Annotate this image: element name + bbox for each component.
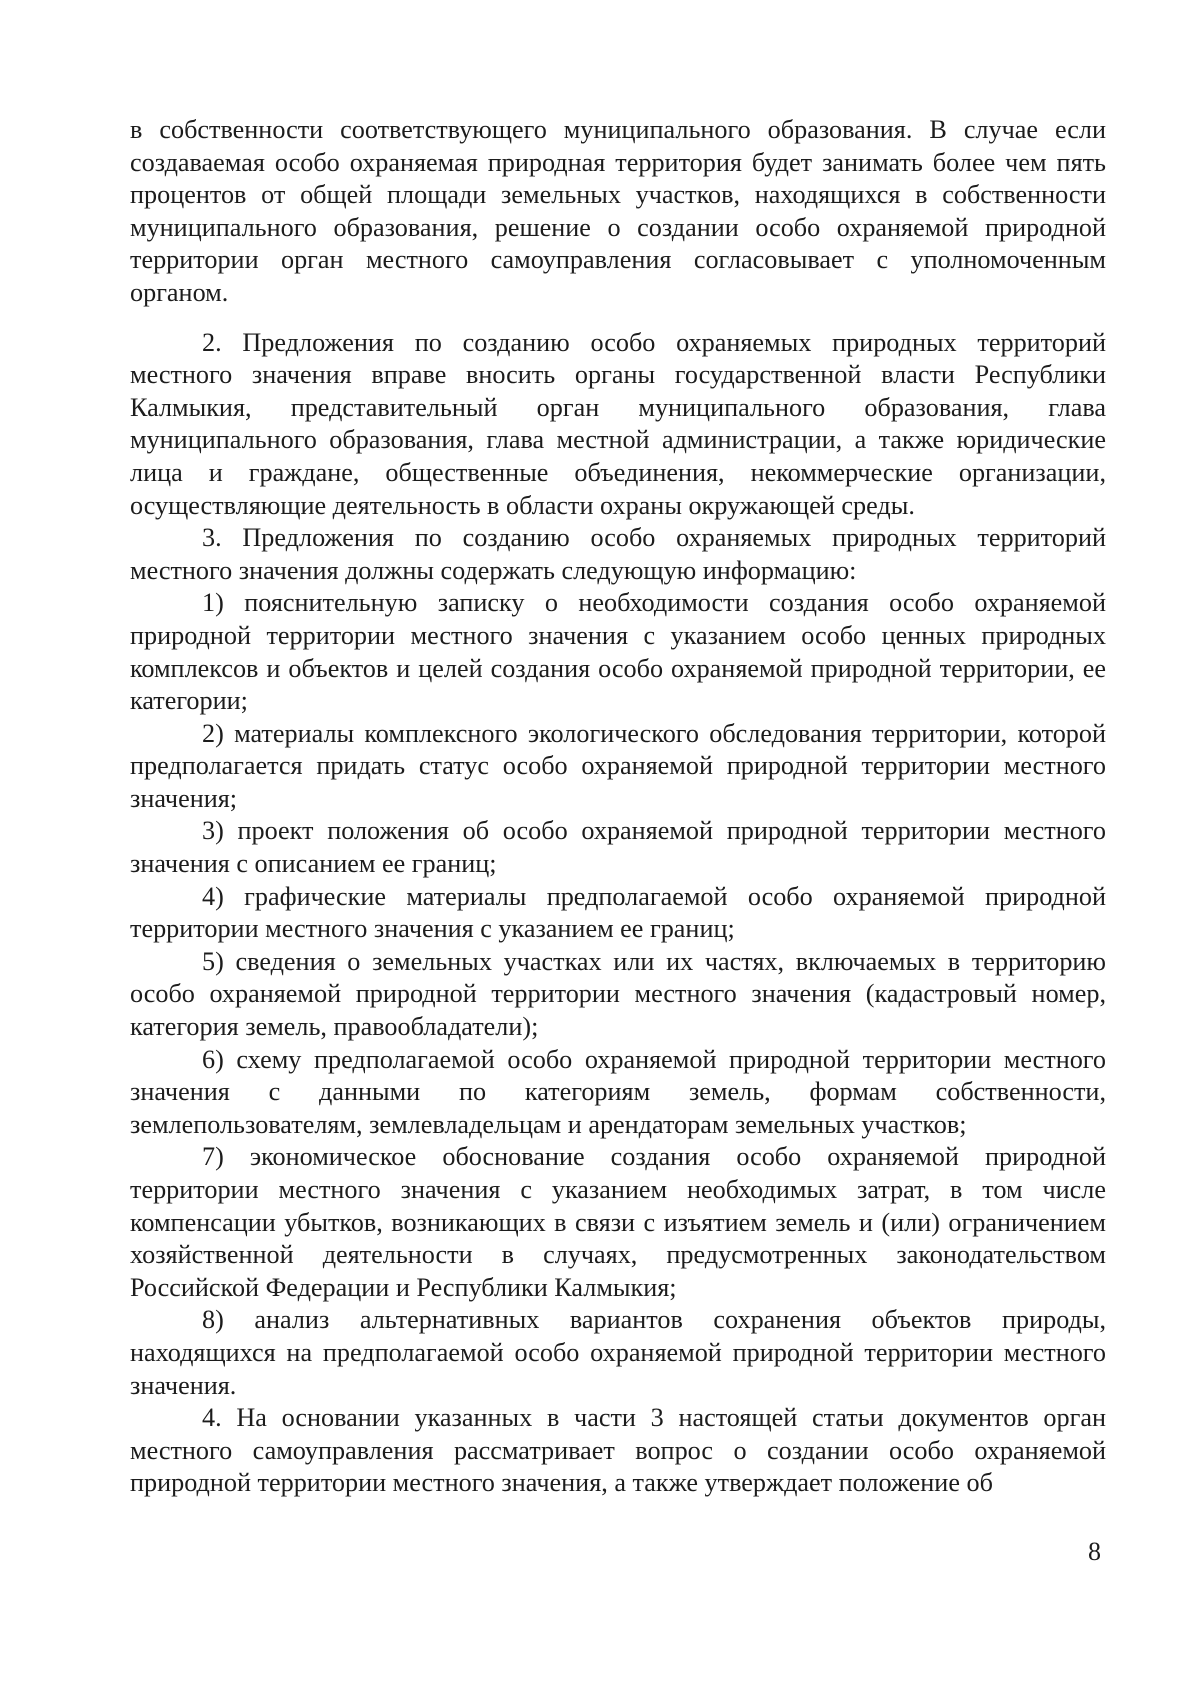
list-item-4: 4) графические материалы предполагаемой особо охраняемой природной территории местного значения с указанием ее границ; xyxy=(130,881,1106,944)
list-item-3: 3) проект положения об особо охраняемой природной территории местного значения с описанием ее границ; xyxy=(130,816,1106,879)
paragraph-item-3: 3. Предложения по созданию особо охраняемых природных территорий местного значения должны содержать следующую информацию: xyxy=(130,523,1106,585)
list-item-5: 5) сведения о земельных участках или их частях, включаемых в территорию особо охраняемой природной территории местного значения (кадастровый номер, категория земель, правообладатели); xyxy=(130,946,1106,1042)
list-item-6: 6) схему предполагаемой особо охраняемой природной территории местного значения с данными по категориям земель, формам собственности, землепользователям, землевладельцам и арендаторам земельных участков; xyxy=(130,1044,1106,1139)
list-item-1: 1) пояснительную записку о необходимости создания особо охраняемой природной территории местного значения с указанием особо ценных природных комплексов и объектов и целей создания особо охраняемой природной территории, ее категории; xyxy=(130,588,1106,716)
list-item-8: 8) анализ альтернативных вариантов сохранения объектов природы, находящихся на предполагаемой особо охраняемой природной территории местного значения. xyxy=(130,1305,1106,1400)
page-number: 8 xyxy=(1088,1537,1101,1566)
list-item-2: 2) материалы комплексного экологического обследования территории, которой предполагается придать статус особо охраняемой природной территории местного значения; xyxy=(130,718,1106,813)
paragraph-item-2: 2. Предложения по созданию особо охраняемых природных территорий местного значения вправе вносить органы государственной власти Республики Калмыкия, представительный орган муниципального образования, глава муниципального образования, глава местной администрации, а также юридические лица и граждане, общественные объединения, некоммерческие организации, осуществляющие деятельность в области охраны окружающей среды. xyxy=(130,327,1106,520)
paragraph-continuation: в собственности соответствующего муниципального образования. В случае если создаваемая особо охраняемая природная территория будет занимать более чем пять процентов от общей площади земельных участков, находящихся в собственности муниципального образования, решение о создании особо охраняемой природной территории орган местного самоуправления согласовывает с уполномоченным органом. xyxy=(130,115,1106,307)
list-item-7: 7) экономическое обоснование создания особо охраняемой природной территории местного значения с указанием необходимых затрат, в том числе компенсации убытков, возникающих в связи с изъятием земель и (или) ограничением хозяйственной деятельности в случаях, предусмотренных законодательством Российской Федерации и Республики Калмыкия; xyxy=(130,1142,1106,1302)
paragraph-item-4: 4. На основании указанных в части 3 настоящей статьи документов орган местного самоуправления рассматривает вопрос о создании особо охраняемой природной территории местного значения, а также утверждает положение об xyxy=(130,1403,1106,1498)
document-body xyxy=(130,114,1106,1500)
